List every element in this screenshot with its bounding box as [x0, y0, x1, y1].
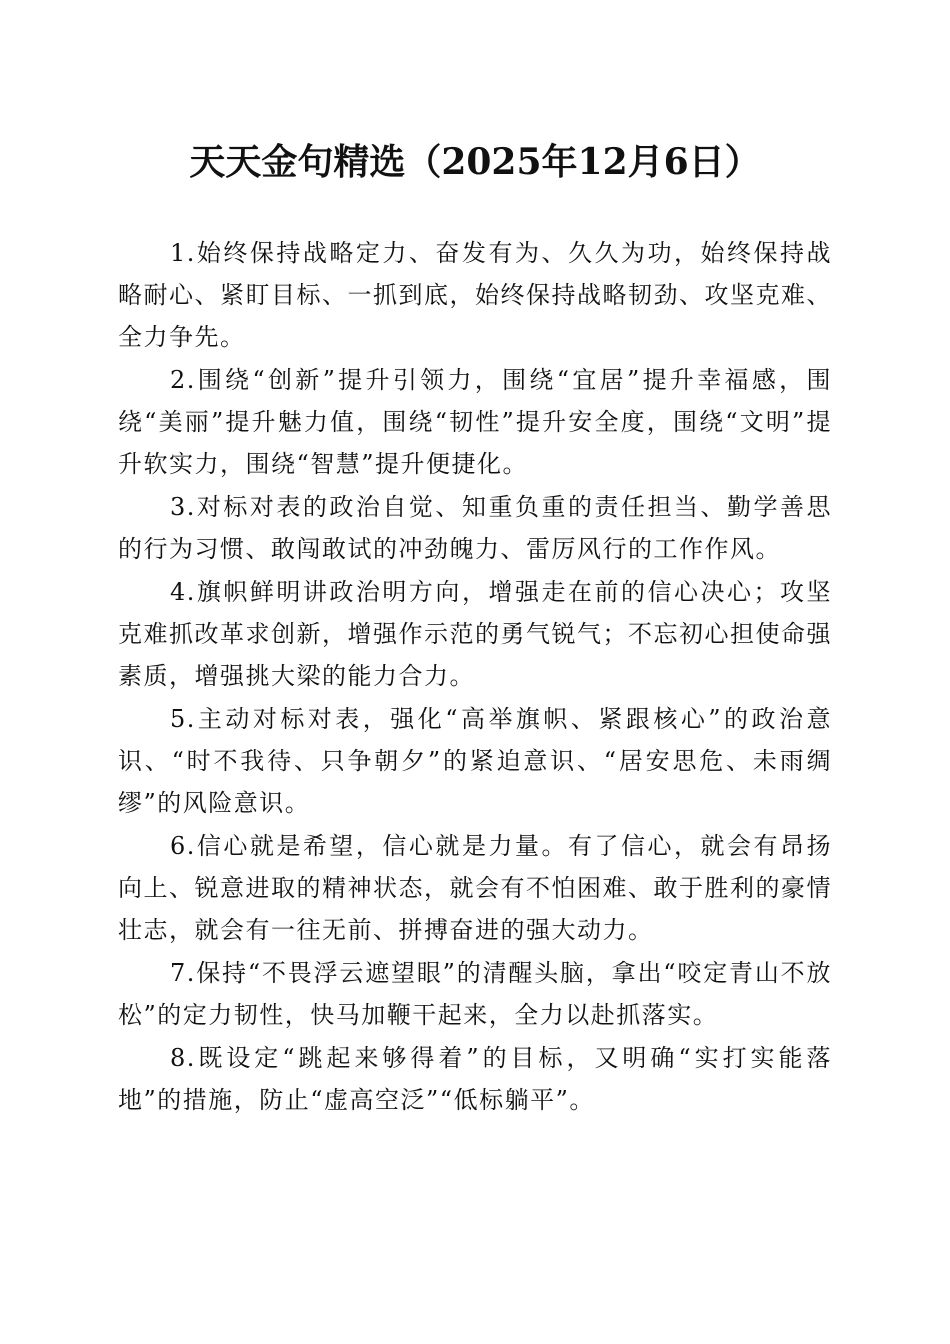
paragraph-4: 4.旗帜鲜明讲政治明方向，增强走在前的信心决心；攻坚克难抓改革求创新，增强作示范的勇气锐气；不忘初心担使命强素质，增强挑大梁的能力合力。 [118, 578, 832, 690]
paragraph-6: 6.信心就是希望，信心就是力量。有了信心，就会有昂扬向上、锐意进取的精神状态，就会有不怕困难、敢于胜利的豪情壮志，就会有一往无前、拼搏奋进的强大动力。 [118, 832, 832, 944]
paragraph-1: 1.始终保持战略定力、奋发有为、久久为功，始终保持战略耐心、紧盯目标、一抓到底，始终保持战略韧劲、攻坚克难、全力争先。 [118, 239, 832, 351]
paragraph-7: 7.保持“不畏浮云遮望眼”的清醒头脑，拿出“咬定青山不放松”的定力韧性，快马加鞭干起来，全力以赴抓落实。 [118, 959, 832, 1029]
paragraph-8: 8.既设定“跳起来够得着”的目标，又明确“实打实能落地”的措施，防止“虚高空泛”“低标躺平”。 [118, 1044, 832, 1114]
paragraph-2: 2.围绕“创新”提升引领力，围绕“宜居”提升幸福感，围绕“美丽”提升魅力值，围绕“韧性”提升安全度，围绕“文明”提升软实力，围绕“智慧”提升便捷化。 [118, 366, 832, 478]
paragraph-5: 5.主动对标对表，强化“高举旗帜、紧跟核心”的政治意识、“时不我待、只争朝夕”的紧迫意识、“居安思危、未雨绸缪”的风险意识。 [118, 705, 832, 817]
document-title: 天天金句精选（2025年12月6日） [189, 141, 761, 183]
paragraph-3: 3.对标对表的政治自觉、知重负重的责任担当、勤学善思的行为习惯、敢闯敢试的冲劲魄力、雷厉风行的工作作风。 [118, 493, 832, 563]
document-body [118, 232, 832, 1122]
